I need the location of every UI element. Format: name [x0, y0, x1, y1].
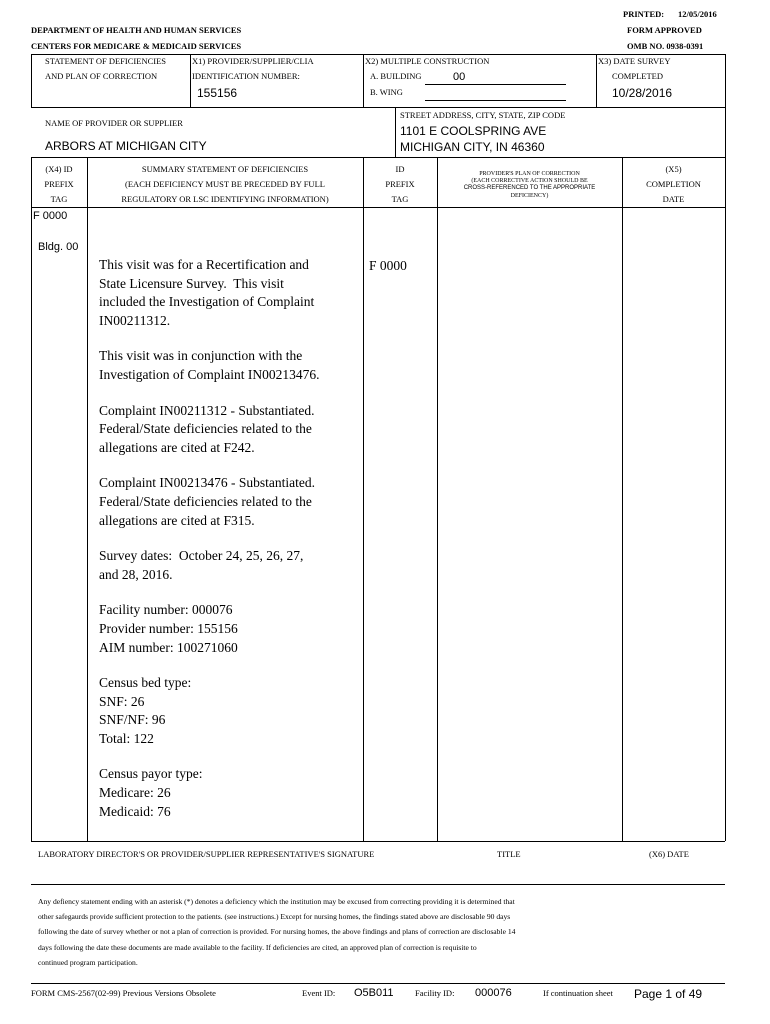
form-number: FORM CMS-2567(02-99) Previous Versions Obsolete: [31, 988, 216, 998]
plan-label: AND PLAN OF CORRECTION: [45, 71, 158, 81]
summary-head-2: (EACH DEFICIENCY MUST BE PRECEDED BY FULL: [125, 179, 325, 189]
building-value: 00: [453, 71, 466, 83]
paragraph-census-payor: Census payor type: Medicare: 26 Medicaid: 76: [99, 766, 203, 819]
provider-name-label: NAME OF PROVIDER OR SUPPLIER: [45, 118, 183, 128]
survey-date-value: 10/28/2016: [612, 86, 673, 100]
disclaimer-line: Any defiency statement ending with an asterisk (*) denotes a deficiency which the institution may be excused from correcting providing it is determined that: [38, 897, 515, 906]
id-head: ID: [395, 164, 405, 174]
provider-clia-label: X1) PROVIDER/SUPPLIER/CLIA: [192, 56, 314, 66]
multiple-construction-label: X2) MULTIPLE CONSTRUCTION: [365, 56, 490, 66]
paragraph-complaint-1: Complaint IN00211312 - Substantiated. Federal/State deficiencies related to the allegations are cited at F242.: [99, 402, 315, 455]
continuation-label: If continuation sheet: [543, 988, 613, 998]
address-line1: 1101 E COOLSPRING AVE: [400, 124, 547, 138]
plan-head-4: DEFICIENCY): [510, 193, 549, 199]
id-tag-head: TAG: [391, 194, 409, 204]
date-head: DATE: [662, 194, 685, 204]
event-id-label: Event ID:: [302, 988, 336, 998]
completed-label: COMPLETED: [612, 71, 663, 81]
row-id-tag: F 0000: [369, 258, 407, 273]
facility-id-label: Facility ID:: [415, 988, 455, 998]
paragraph-census-bed: Census bed type: SNF: 26 SNF/NF: 96 Total: 122: [99, 675, 192, 746]
address-label: STREET ADDRESS, CITY, STATE, ZIP CODE: [400, 110, 566, 120]
paragraph-visit: This visit was for a Recertification and State Licensure Survey. This visit included the Investigation of Complaint IN00211312.: [99, 257, 315, 328]
paragraph-survey-dates: Survey dates: October 24, 25, 26, 27, and 28, 2016.: [99, 548, 304, 582]
form-approved: FORM APPROVED: [627, 25, 702, 35]
id-prefix-head: PREFIX: [385, 179, 415, 189]
paragraph-conjunction: This visit was in conjunction with the Investigation of Complaint IN00213476.: [99, 348, 320, 382]
summary-head-3: REGULATORY OR LSC IDENTIFYING INFORMATION): [121, 194, 329, 204]
address-line2: MICHIGAN CITY, IN 46360: [400, 140, 545, 154]
paragraph-facility-numbers: Facility number: 000076 Provider number: 155156 AIM number: 100271060: [99, 602, 238, 655]
disclaimer-line: other safegaurds provide sufficient protection to the patients. (see instructions.) Except for nursing homes, the findings stated above are disclosable 90 days: [38, 912, 511, 922]
plan-head-3: CROSS-REFERENCED TO THE APPROPRIATE: [463, 185, 596, 191]
disclaimer-line: continued program participation.: [38, 957, 138, 967]
statement-label: STATEMENT OF DEFICIENCIES: [45, 56, 167, 66]
x4-id-head: (X4) ID: [45, 164, 73, 174]
event-id-value: O5B011: [354, 987, 394, 999]
dept-heading: DEPARTMENT OF HEALTH AND HUMAN SERVICES: [31, 25, 242, 35]
centers-heading: CENTERS FOR MEDICARE & MEDICAID SERVICES: [31, 41, 242, 51]
summary-head-1: SUMMARY STATEMENT OF DEFICIENCIES: [141, 164, 309, 174]
building-label: A. BUILDING: [370, 71, 422, 81]
disclaimer-line: following the date of survey whether or not a plan of correction is provided. For nursing homes, the above findings and plans of correction are disclosable 14: [38, 927, 516, 937]
plan-head-1: PROVIDER'S PLAN OF CORRECTION: [479, 171, 580, 177]
page-number: Page 1 of 49: [634, 987, 703, 1001]
x4-prefix-head: PREFIX: [44, 179, 74, 189]
row-prefix-tag: F 0000: [33, 210, 68, 222]
wing-label: B. WING: [370, 87, 403, 97]
printed-date: 12/05/2016: [678, 9, 717, 19]
provider-id-value: 155156: [197, 86, 238, 100]
identification-label: IDENTIFICATION NUMBER:: [192, 71, 300, 81]
completion-head: COMPLETION: [646, 179, 701, 189]
date-survey-label: X3) DATE SURVEY: [598, 56, 671, 66]
provider-name-value: ARBORS AT MICHIGAN CITY: [45, 139, 207, 153]
plan-head-2: (EACH CORRECTIVE ACTION SHOULD BE: [471, 178, 588, 184]
printed-label: PRINTED:: [623, 9, 665, 19]
deficiency-summary: [99, 256, 359, 838]
omb-number: OMB NO. 0938-0391: [627, 41, 704, 51]
signature-date-label: (X6) DATE: [649, 849, 689, 859]
row-building: Bldg. 00: [38, 241, 79, 253]
disclaimer: [38, 894, 515, 970]
signature-label: LABORATORY DIRECTOR'S OR PROVIDER/SUPPLIER REPRESENTATIVE'S SIGNATURE: [38, 849, 375, 859]
paragraph-complaint-2: Complaint IN00213476 - Substantiated. Federal/State deficiencies related to the allegations are cited at F315.: [99, 475, 315, 528]
x4-tag-head: TAG: [50, 194, 68, 204]
facility-id-value: 000076: [475, 987, 512, 999]
x5-head: (X5): [665, 164, 682, 174]
disclaimer-line: days following the date these documents are made available to the facility. If deficiencies are cited, an approved plan of correction is requisite to: [38, 942, 477, 952]
title-label: TITLE: [497, 849, 521, 859]
